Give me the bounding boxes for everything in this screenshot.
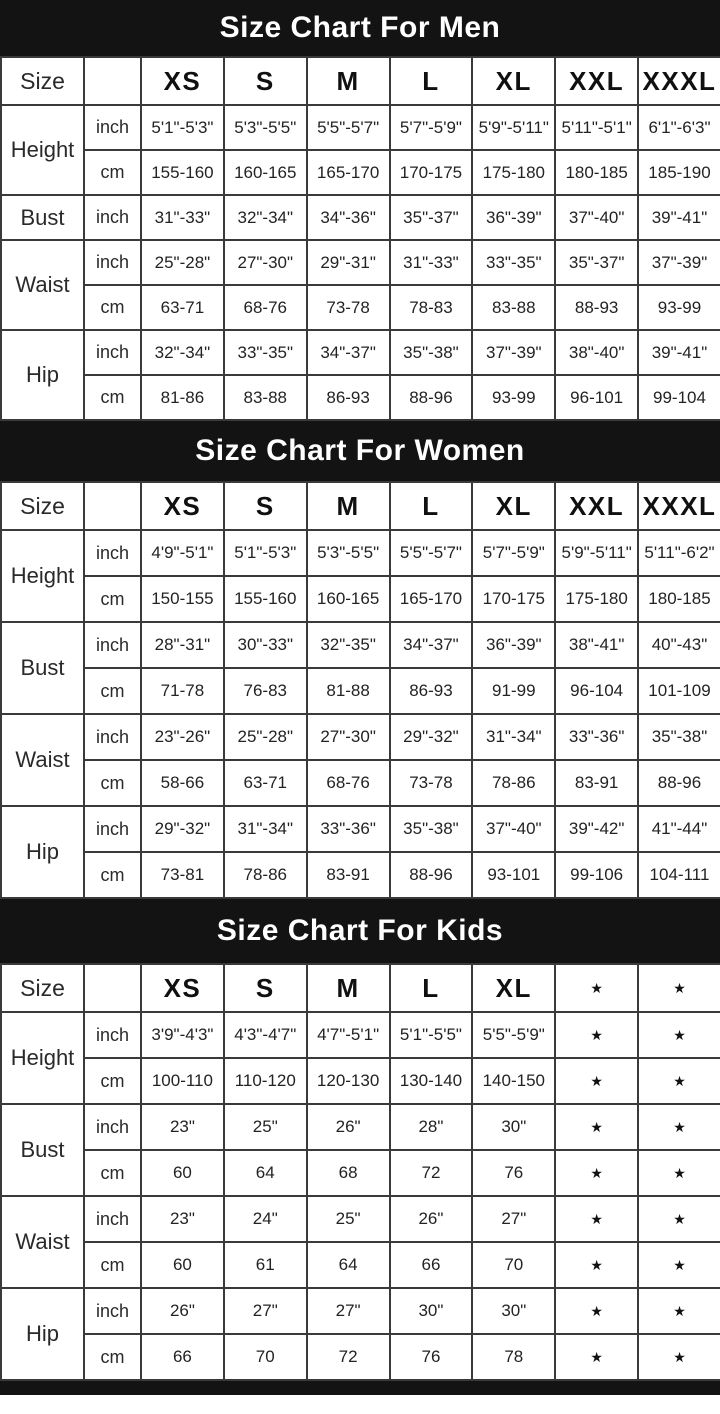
value-cell: 5'11"-6'2": [638, 530, 720, 576]
value-cell: 33"-35": [472, 240, 555, 285]
measure-label: Bust: [1, 622, 84, 714]
value-cell: 64: [307, 1242, 390, 1288]
value-cell: 30": [472, 1288, 555, 1334]
value-cell: 63-71: [224, 760, 307, 806]
value-cell: 185-190: [638, 150, 720, 195]
value-cell: 5'1"-5'3": [141, 105, 224, 150]
measure-label: Height: [1, 530, 84, 622]
value-cell: 30": [472, 1104, 555, 1150]
value-cell: 66: [390, 1242, 473, 1288]
value-cell: ★: [555, 1150, 638, 1196]
value-cell: 34"-37": [390, 622, 473, 668]
value-cell: ★: [638, 1288, 720, 1334]
value-cell: 5'9"-5'11": [472, 105, 555, 150]
value-cell: 5'9"-5'11": [555, 530, 638, 576]
value-cell: 39"-41": [638, 330, 720, 375]
value-cell: ★: [555, 1196, 638, 1242]
unit-label: cm: [84, 668, 141, 714]
value-cell: 33"-36": [555, 714, 638, 760]
measure-row: [1, 1288, 720, 1334]
value-cell: 26": [307, 1104, 390, 1150]
value-cell: ★: [638, 1196, 720, 1242]
measure-label: Waist: [1, 1196, 84, 1288]
value-cell: 23"-26": [141, 714, 224, 760]
size-col-header: S: [224, 482, 307, 530]
value-cell: 41"-44": [638, 806, 720, 852]
measure-row: [1, 806, 720, 852]
unit-label: cm: [84, 1058, 141, 1104]
value-cell: ★: [555, 1012, 638, 1058]
value-cell: 32"-35": [307, 622, 390, 668]
value-cell: 61: [224, 1242, 307, 1288]
value-cell: 140-150: [472, 1058, 555, 1104]
value-cell: 32"-34": [141, 330, 224, 375]
measure-label: Hip: [1, 330, 84, 420]
value-cell: 68-76: [307, 760, 390, 806]
value-cell: 28"-31": [141, 622, 224, 668]
value-cell: 4'7"-5'1": [307, 1012, 390, 1058]
size-col-header: M: [307, 57, 390, 105]
value-cell: 23": [141, 1196, 224, 1242]
value-cell: ★: [555, 1058, 638, 1104]
value-cell: 70: [472, 1242, 555, 1288]
value-cell: 110-120: [224, 1058, 307, 1104]
size-col-header: XXL: [555, 482, 638, 530]
measure-row: [1, 1334, 720, 1380]
unit-label: inch: [84, 240, 141, 285]
value-cell: 86-93: [307, 375, 390, 420]
value-cell: 83-91: [307, 852, 390, 898]
size-col-header: XS: [141, 964, 224, 1012]
value-cell: 3'9"-4'3": [141, 1012, 224, 1058]
value-cell: 31"-34": [224, 806, 307, 852]
value-cell: 71-78: [141, 668, 224, 714]
value-cell: 180-185: [638, 576, 720, 622]
value-cell: 170-175: [390, 150, 473, 195]
value-cell: 93-101: [472, 852, 555, 898]
value-cell: ★: [555, 1104, 638, 1150]
value-cell: ★: [555, 1288, 638, 1334]
value-cell: ★: [555, 1242, 638, 1288]
measure-row: [1, 622, 720, 668]
value-cell: 37"-39": [638, 240, 720, 285]
value-cell: 81-86: [141, 375, 224, 420]
value-cell: 96-104: [555, 668, 638, 714]
value-cell: 35"-38": [390, 806, 473, 852]
unit-label: cm: [84, 1334, 141, 1380]
value-cell: 81-88: [307, 668, 390, 714]
value-cell: 40"-43": [638, 622, 720, 668]
section-women: [0, 421, 720, 899]
size-column-title: Size: [1, 482, 84, 530]
size-col-header: XS: [141, 57, 224, 105]
value-cell: 160-165: [224, 150, 307, 195]
value-cell: 29"-31": [307, 240, 390, 285]
value-cell: 4'3"-4'7": [224, 1012, 307, 1058]
value-cell: 28": [390, 1104, 473, 1150]
value-cell: 88-93: [555, 285, 638, 330]
measure-row: [1, 105, 720, 150]
value-cell: 78-83: [390, 285, 473, 330]
value-cell: 4'9"-5'1": [141, 530, 224, 576]
measure-row: [1, 150, 720, 195]
value-cell: 37"-40": [472, 806, 555, 852]
measure-label: Height: [1, 105, 84, 195]
value-cell: 58-66: [141, 760, 224, 806]
value-cell: 78-86: [224, 852, 307, 898]
measure-row: [1, 1058, 720, 1104]
size-col-header: S: [224, 964, 307, 1012]
measure-label: Height: [1, 1012, 84, 1104]
value-cell: 101-109: [638, 668, 720, 714]
women-chart-title: Size Chart For Women: [0, 421, 720, 481]
section-kids: [0, 899, 720, 1381]
value-cell: 35"-38": [390, 330, 473, 375]
value-cell: 83-91: [555, 760, 638, 806]
measure-row: [1, 1242, 720, 1288]
measure-row: [1, 714, 720, 760]
unit-label: cm: [84, 576, 141, 622]
measure-row: [1, 375, 720, 420]
size-col-header: XS: [141, 482, 224, 530]
unit-label: inch: [84, 622, 141, 668]
value-cell: 78: [472, 1334, 555, 1380]
value-cell: 5'1"-5'5": [390, 1012, 473, 1058]
value-cell: 70: [224, 1334, 307, 1380]
value-cell: 32"-34": [224, 195, 307, 240]
value-cell: 25"-28": [141, 240, 224, 285]
measure-row: [1, 668, 720, 714]
value-cell: 36"-39": [472, 195, 555, 240]
unit-label: cm: [84, 1150, 141, 1196]
value-cell: 30": [390, 1288, 473, 1334]
value-cell: 76: [472, 1150, 555, 1196]
value-cell: 5'5"-5'9": [472, 1012, 555, 1058]
measure-row: [1, 760, 720, 806]
value-cell: 60: [141, 1150, 224, 1196]
unit-label: cm: [84, 760, 141, 806]
value-cell: 76: [390, 1334, 473, 1380]
value-cell: 100-110: [141, 1058, 224, 1104]
value-cell: ★: [638, 1242, 720, 1288]
value-cell: ★: [638, 1012, 720, 1058]
value-cell: 5'11"-5'1": [555, 105, 638, 150]
measure-row: [1, 530, 720, 576]
value-cell: 27"-30": [307, 714, 390, 760]
measure-label: Hip: [1, 1288, 84, 1380]
value-cell: 5'1"-5'3": [224, 530, 307, 576]
size-col-header: XL: [472, 57, 555, 105]
measure-row: [1, 852, 720, 898]
value-cell: 26": [390, 1196, 473, 1242]
kids-size-table: [0, 963, 720, 1381]
unit-label: cm: [84, 375, 141, 420]
unit-label: inch: [84, 330, 141, 375]
unit-label: inch: [84, 530, 141, 576]
value-cell: 35"-37": [390, 195, 473, 240]
measure-row: [1, 285, 720, 330]
value-cell: 5'3"-5'5": [224, 105, 307, 150]
size-column-title: Size: [1, 964, 84, 1012]
size-col-header: XXXL: [638, 57, 720, 105]
men-chart-title: Size Chart For Men: [0, 0, 720, 56]
value-cell: ★: [638, 1334, 720, 1380]
value-cell: 64: [224, 1150, 307, 1196]
value-cell: 170-175: [472, 576, 555, 622]
value-cell: 6'1"-6'3": [638, 105, 720, 150]
value-cell: 35"-37": [555, 240, 638, 285]
unit-label: cm: [84, 285, 141, 330]
value-cell: 5'7"-5'9": [472, 530, 555, 576]
unit-column-blank: [84, 964, 141, 1012]
measure-label: Bust: [1, 195, 84, 240]
value-cell: ★: [638, 1150, 720, 1196]
value-cell: 5'7"-5'9": [390, 105, 473, 150]
unit-label: inch: [84, 195, 141, 240]
value-cell: 5'3"-5'5": [307, 530, 390, 576]
value-cell: 23": [141, 1104, 224, 1150]
value-cell: 120-130: [307, 1058, 390, 1104]
value-cell: 39"-42": [555, 806, 638, 852]
value-cell: 27": [224, 1288, 307, 1334]
unit-label: cm: [84, 852, 141, 898]
value-cell: 88-96: [390, 852, 473, 898]
size-header-row: [1, 482, 720, 530]
value-cell: 29"-32": [390, 714, 473, 760]
value-cell: 86-93: [390, 668, 473, 714]
value-cell: 37"-40": [555, 195, 638, 240]
value-cell: 5'5"-5'7": [307, 105, 390, 150]
value-cell: 72: [307, 1334, 390, 1380]
value-cell: 150-155: [141, 576, 224, 622]
size-col-header: L: [390, 482, 473, 530]
size-col-header: M: [307, 482, 390, 530]
value-cell: 93-99: [638, 285, 720, 330]
measure-row: [1, 576, 720, 622]
value-cell: 155-160: [224, 576, 307, 622]
value-cell: 76-83: [224, 668, 307, 714]
value-cell: 93-99: [472, 375, 555, 420]
value-cell: 88-96: [638, 760, 720, 806]
value-cell: 180-185: [555, 150, 638, 195]
value-cell: 31"-33": [390, 240, 473, 285]
value-cell: 99-106: [555, 852, 638, 898]
unit-label: cm: [84, 1242, 141, 1288]
value-cell: 66: [141, 1334, 224, 1380]
value-cell: 60: [141, 1242, 224, 1288]
value-cell: 37"-39": [472, 330, 555, 375]
value-cell: 29"-32": [141, 806, 224, 852]
value-cell: 33"-36": [307, 806, 390, 852]
value-cell: 24": [224, 1196, 307, 1242]
value-cell: 34"-37": [307, 330, 390, 375]
size-col-header: L: [390, 57, 473, 105]
measure-row: [1, 1196, 720, 1242]
size-col-header: L: [390, 964, 473, 1012]
kids-chart-title: Size Chart For Kids: [0, 899, 720, 963]
value-cell: 35"-38": [638, 714, 720, 760]
unit-label: inch: [84, 1196, 141, 1242]
size-col-header: XXXL: [638, 482, 720, 530]
value-cell: 36"-39": [472, 622, 555, 668]
value-cell: 165-170: [307, 150, 390, 195]
measure-row: [1, 1012, 720, 1058]
value-cell: 31"-33": [141, 195, 224, 240]
size-col-header: ★: [555, 964, 638, 1012]
value-cell: 73-78: [390, 760, 473, 806]
size-col-header: XL: [472, 482, 555, 530]
unit-label: inch: [84, 105, 141, 150]
unit-label: inch: [84, 1288, 141, 1334]
value-cell: 30"-33": [224, 622, 307, 668]
value-cell: 83-88: [472, 285, 555, 330]
size-col-header: S: [224, 57, 307, 105]
value-cell: 175-180: [555, 576, 638, 622]
measure-label: Bust: [1, 1104, 84, 1196]
measure-label: Waist: [1, 240, 84, 330]
value-cell: 63-71: [141, 285, 224, 330]
value-cell: 96-101: [555, 375, 638, 420]
measure-row: [1, 1104, 720, 1150]
value-cell: 78-86: [472, 760, 555, 806]
size-header-row: [1, 57, 720, 105]
value-cell: 34"-36": [307, 195, 390, 240]
measure-row: [1, 195, 720, 240]
value-cell: 68: [307, 1150, 390, 1196]
value-cell: 130-140: [390, 1058, 473, 1104]
value-cell: 27": [307, 1288, 390, 1334]
value-cell: 39"-41": [638, 195, 720, 240]
value-cell: 160-165: [307, 576, 390, 622]
value-cell: 31"-34": [472, 714, 555, 760]
size-col-header: XXL: [555, 57, 638, 105]
size-col-header: XL: [472, 964, 555, 1012]
value-cell: 73-81: [141, 852, 224, 898]
unit-label: inch: [84, 714, 141, 760]
value-cell: 72: [390, 1150, 473, 1196]
value-cell: 25"-28": [224, 714, 307, 760]
value-cell: 175-180: [472, 150, 555, 195]
unit-label: inch: [84, 1012, 141, 1058]
value-cell: 91-99: [472, 668, 555, 714]
value-cell: ★: [555, 1334, 638, 1380]
unit-column-blank: [84, 482, 141, 530]
measure-row: [1, 330, 720, 375]
section-men: [0, 0, 720, 421]
value-cell: 33"-35": [224, 330, 307, 375]
value-cell: 73-78: [307, 285, 390, 330]
men-size-table: [0, 56, 720, 421]
value-cell: 38"-40": [555, 330, 638, 375]
value-cell: 155-160: [141, 150, 224, 195]
unit-label: cm: [84, 150, 141, 195]
bottom-black-bar: [0, 1381, 720, 1395]
value-cell: 68-76: [224, 285, 307, 330]
size-column-title: Size: [1, 57, 84, 105]
measure-row: [1, 240, 720, 285]
value-cell: 25": [224, 1104, 307, 1150]
value-cell: ★: [638, 1104, 720, 1150]
value-cell: 165-170: [390, 576, 473, 622]
value-cell: 26": [141, 1288, 224, 1334]
value-cell: 5'5"-5'7": [390, 530, 473, 576]
value-cell: 25": [307, 1196, 390, 1242]
size-col-header: M: [307, 964, 390, 1012]
measure-label: Waist: [1, 714, 84, 806]
value-cell: ★: [638, 1058, 720, 1104]
size-col-header: ★: [638, 964, 720, 1012]
value-cell: 27": [472, 1196, 555, 1242]
unit-column-blank: [84, 57, 141, 105]
value-cell: 27"-30": [224, 240, 307, 285]
measure-label: Hip: [1, 806, 84, 898]
unit-label: inch: [84, 1104, 141, 1150]
value-cell: 38"-41": [555, 622, 638, 668]
value-cell: 88-96: [390, 375, 473, 420]
value-cell: 104-111: [638, 852, 720, 898]
value-cell: 83-88: [224, 375, 307, 420]
measure-row: [1, 1150, 720, 1196]
value-cell: 99-104: [638, 375, 720, 420]
women-size-table: [0, 481, 720, 899]
size-header-row: [1, 964, 720, 1012]
unit-label: inch: [84, 806, 141, 852]
